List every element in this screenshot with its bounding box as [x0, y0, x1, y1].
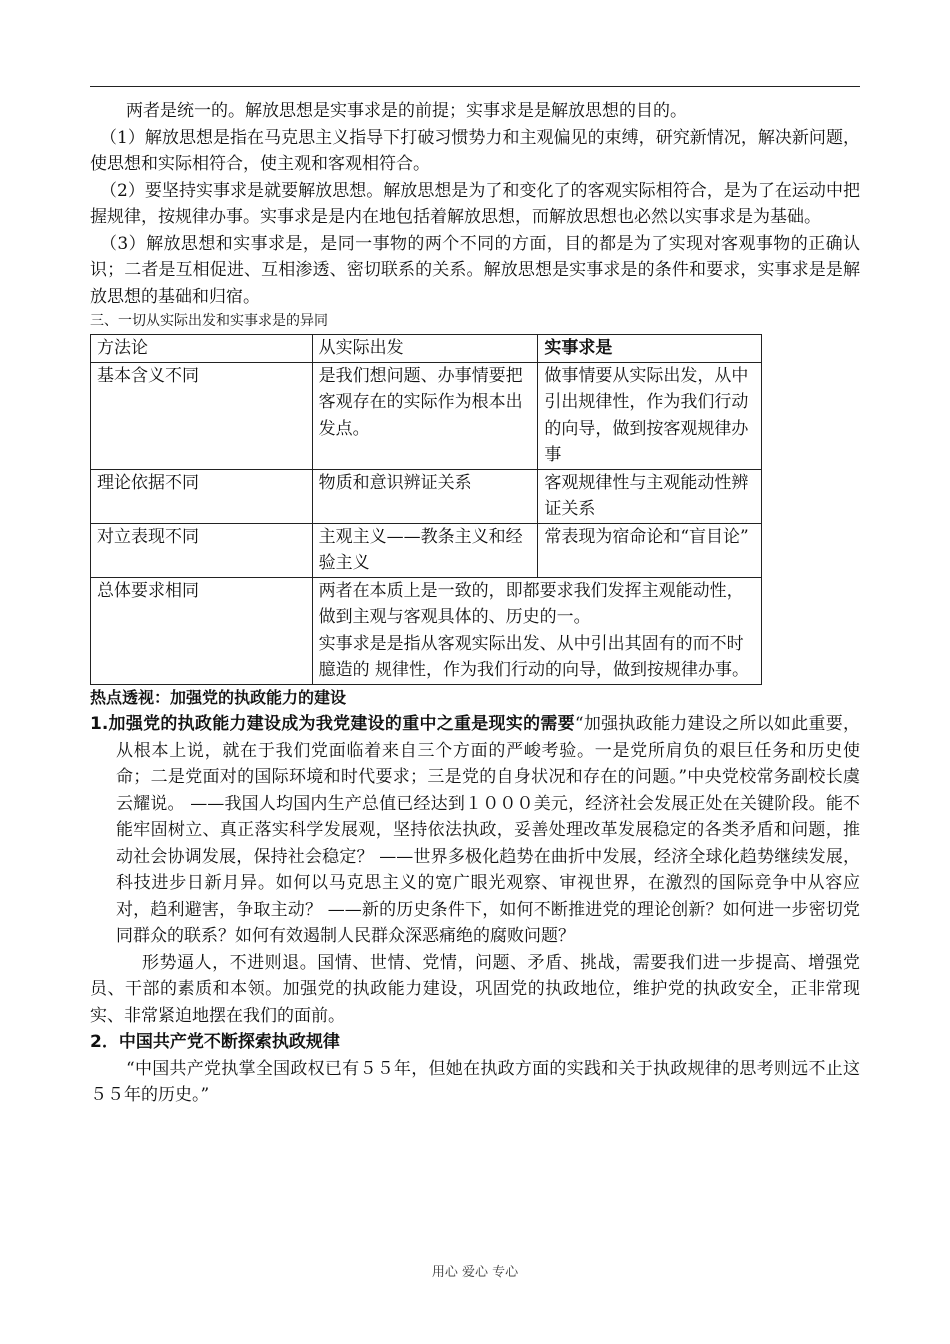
table-header-cell: 从实际出发	[312, 335, 538, 363]
table-cell: 物质和意识辨证关系	[312, 469, 538, 523]
table-cell: 理论依据不同	[91, 469, 313, 523]
table-cell: 是我们想问题、办事情要把客观存在的实际作为根本出发点。	[312, 362, 538, 469]
table-row	[91, 362, 762, 469]
merged-cell-line: 实事求是是指从客观实际出发、从中引出其固有的而不时臆造的 规律性，作为我们行动的向导，做到按规律办事。	[318, 633, 750, 680]
header-rule	[90, 86, 860, 87]
table-cell: 常表现为宿命论和“盲目论”	[538, 523, 762, 577]
table-cell: 基本含义不同	[91, 362, 313, 469]
hotspot-point-1	[90, 711, 860, 950]
hotspot-title: 热点透视：加强党的执政能力的建设	[90, 687, 347, 707]
table-row	[91, 523, 762, 577]
document-body	[90, 98, 860, 1109]
intro-point-2: （2）要坚持实事求是就要解放思想。解放思想是为了和变化了的客观实际相符合，是为了在运动中把握规律，按规律办事。实事求是是内在地包括着解放思想，而解放思想也必然以实事求是为基础。	[90, 180, 860, 227]
intro-lead: 两者是统一的。解放思想是实事求是的前提；实事求是是解放思想的目的。	[126, 101, 687, 121]
table-cell: 对立表现不同	[91, 523, 313, 577]
hotspot-point-2-text: “中国共产党执掌全国政权已有５５年，但她在执政方面的实践和关于执政规律的思考则远不止这５５年的历史。”	[90, 1058, 860, 1105]
table-row	[91, 469, 762, 523]
table-cell: 总体要求相同	[91, 577, 313, 684]
intro-point-1: （1）解放思想是指在马克思主义指导下打破习惯势力和主观偏见的束缚，研究新情况，解决新问题，使思想和实际相符合，使主观和客观相符合。	[90, 127, 860, 174]
table-merged-cell	[312, 577, 761, 684]
page-footer: 用心 爱心 专心	[431, 1265, 519, 1280]
table-cell: 主观主义——教条主义和经验主义	[312, 523, 538, 577]
table-cell: 做事情要从实际出发，从中引出规律性，作为我们行动的向导，做到按客观规律办事	[538, 362, 762, 469]
table-header-cell: 实事求是	[538, 335, 762, 363]
hotspot-point-1-text: “加强执政能力建设之所以如此重要，从根本上说，就在于我们党面临着来自三个方面的严峻考验。一是党所肩负的艰巨任务和历史使命；二是党面对的国际环境和时代要求；三是党的自身状况和存在的问题。”中央党校常务副校长虞云耀说。 ——我国人均国内生产总值已经达到１０００美元，经济社会发展正处在关键阶段。能不能牢固树立、真正落实科学发展观，坚持依法执政，妥善处理改革发展稳定的各类矛盾和问题，推动社会协调发展，保持社会稳定？ ——世界多极化趋势在曲折中发展，经济全球化趋势继续发展，科技进步日新月异。如何以马克思主义的宽广眼光观察、审视世界，在激烈的国际竞争中从容应对，趋利避害，争取主动？ ——新的历史条件下，如何不断推进党的理论创新？如何进一步密切党同群众的联系？如何有效遏制人民群众深恶痛绝的腐败问题？	[116, 714, 860, 946]
table-header-row	[91, 335, 762, 363]
merged-cell-line: 两者在本质上是一致的，即都要求我们发挥主观能动性，做到主观与客观具体的、历史的一。	[318, 580, 744, 627]
hotspot-point-1-heading: 1.加强党的执政能力建设成为我党建设的重中之重是现实的需要	[90, 714, 575, 734]
table-row	[91, 577, 762, 684]
hotspot-point-2-heading: 2．中国共产党不断探索执政规律	[90, 1032, 340, 1052]
table-cell: 客观规律性与主观能动性辨证关系	[538, 469, 762, 523]
table-title: 三、一切从实际出发和实事求是的异同	[90, 313, 328, 329]
intro-point-3: （3）解放思想和实事求是，是同一事物的两个不同的方面，目的都是为了实现对客观事物的正确认识；二者是互相促进、互相渗透、密切联系的关系。解放思想是实事求是的条件和要求，实事求是是解放思想的基础和归宿。	[90, 233, 860, 307]
comparison-table	[90, 334, 762, 685]
situation-paragraph: 形势逼人，不进则退。国情、世情、党情，问题、矛盾、挑战，需要我们进一步提高、增强党员、干部的素质和本领。加强党的执政能力建设，巩固党的执政地位，维护党的执政安全，正非常现实、非常紧迫地摆在我们的面前。	[90, 952, 860, 1026]
table-header-cell: 方法论	[91, 335, 313, 363]
